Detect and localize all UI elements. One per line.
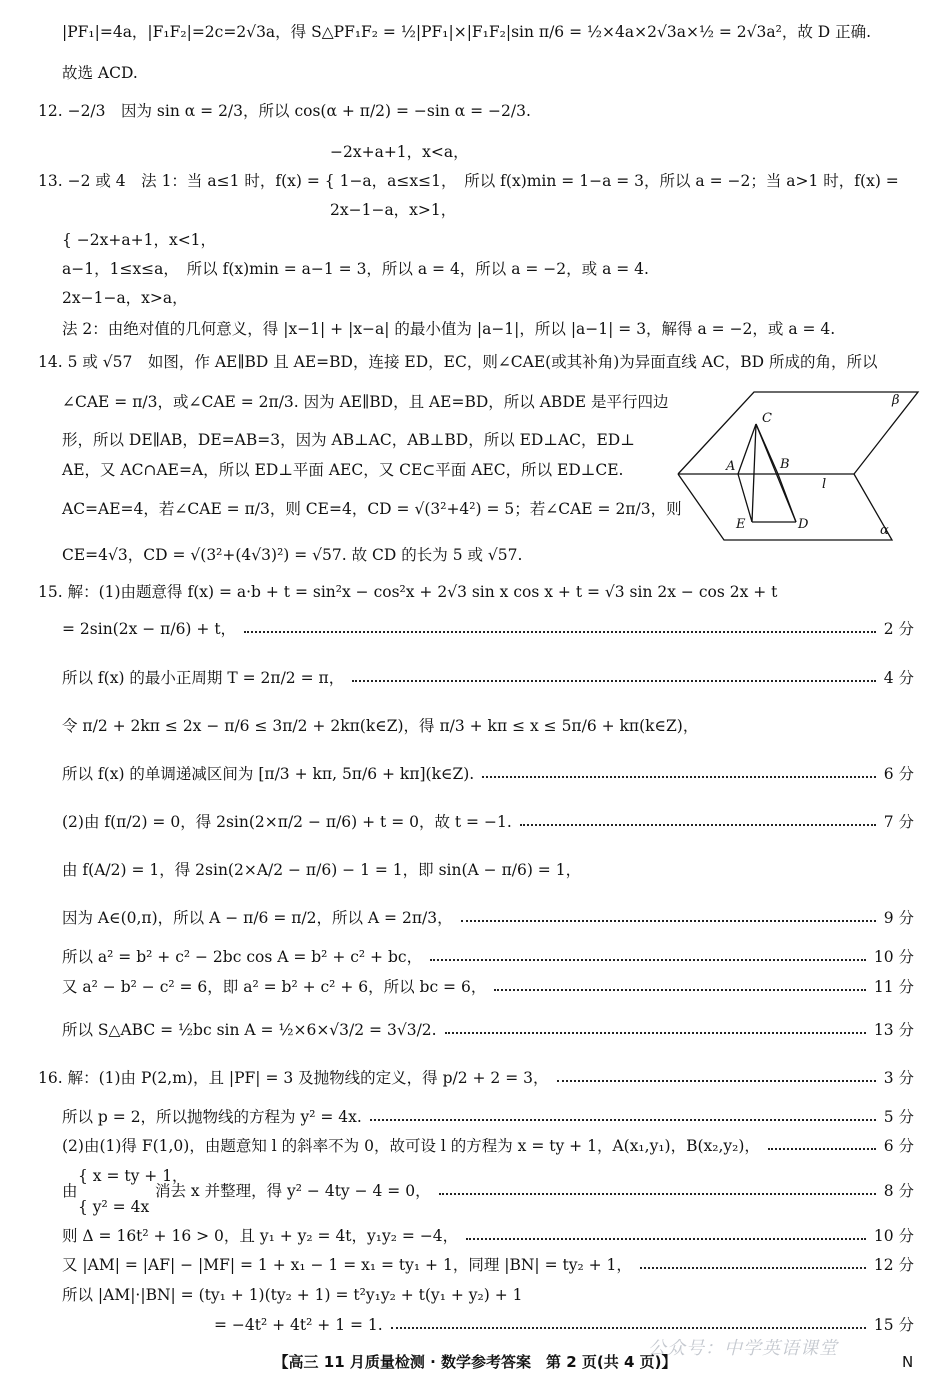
q15-line-fA: 由 f(A/2) = 1，得 2sin(2×A/2 − π/6) − 1 = 1，即 sin(A − π/6) = 1， (62, 861, 582, 879)
leader-dots (244, 631, 876, 633)
q16-step-12-text: 又 |AM| = |AF| − |MF| = 1 + x₁ − 1 = x₁ = ty₁ + 1，同理 |BN| = ty₂ + 1， (62, 1256, 632, 1274)
leader-dots (466, 1238, 866, 1240)
q15-step-10-text: 所以 a² = b² + c² − 2bc cos A = b² + c² + bc， (62, 948, 423, 966)
q16-step-6 (62, 1136, 914, 1156)
q16-step-10 (62, 1226, 914, 1246)
leader-dots (494, 989, 866, 991)
page-footer: 【高三 11 月质量检测 · 数学参考答案 第 2 页(共 4 页)】 (273, 1353, 677, 1371)
q15-step-11-text: 又 a² − b² − c² = 6，即 a² = b² + c² + 6，所以 bc = 6， (62, 978, 487, 996)
label-B: B (780, 457, 790, 472)
label-l: l (822, 477, 827, 492)
q13-piece-3: 2x−1−a，x>1， (330, 201, 457, 219)
score-6b: 6 分 (883, 1137, 914, 1155)
q16-step-6-text: (2)由(1)得 F(1,0)，由题意知 l 的斜率不为 0，故可设 l 的方程为 x = ty + 1，A(x₁,y₁)，B(x₂,y₂)， (62, 1137, 760, 1155)
q14-line-6: CE=4√3，CD = √(3²+(4√3)²) = √57. 故 CD 的长为 5 或 √57. (62, 546, 523, 564)
leader-dots (482, 776, 875, 778)
q15-step-2 (62, 619, 914, 639)
q16-system-1: { x = ty + 1， (78, 1167, 188, 1185)
q14-line-1: 14. 5 或 √57 如图，作 AE∥BD 且 AE=BD，连接 ED，EC，则∠CAE(或其补角)为异面直线 AC，BD 所成的角，所以 (38, 353, 878, 371)
score-8: 8 分 (883, 1182, 914, 1200)
q13-piece-1: −2x+a+1，x<a， (330, 143, 469, 161)
leader-dots (439, 1193, 876, 1195)
q13-case-1: { −2x+a+1，x<1， (62, 231, 217, 249)
q15-step-13 (62, 1020, 914, 1040)
label-E: E (736, 517, 746, 532)
q16-step-5 (62, 1107, 914, 1127)
q15-step-4 (62, 668, 914, 688)
q15-step-9 (62, 908, 914, 928)
q16-step-8 (62, 1181, 914, 1201)
q13-case-3: 2x−1−a，x>a， (62, 289, 188, 307)
geometry-diagram (674, 386, 920, 548)
page-code: N (902, 1353, 914, 1371)
watermark: 公众号：中学英语课堂 (648, 1338, 838, 1359)
q12-line: 12. −2/3 因为 sin α = 2/3，所以 cos(α + π/2) = −sin α = −2/3. (38, 102, 531, 120)
score-7: 7 分 (883, 813, 914, 831)
score-10: 10 分 (873, 948, 914, 966)
leader-dots (768, 1148, 876, 1150)
q11-line-2: 故选 ACD. (62, 64, 138, 82)
q13-line-1: 13. −2 或 4 法 1：当 a≤1 时，f(x) = { 1−a，a≤x≤1， 所以 f(x)min = 1−a = 3，所以 a = −2；当 a>1 时，f(x) = (38, 172, 899, 190)
q15-step-10 (62, 947, 914, 967)
label-D: D (798, 517, 809, 532)
label-beta: β (892, 393, 900, 408)
q16-step-10-text: 则 Δ = 16t² + 16 > 0，且 y₁ + y₂ = 4t，y₁y₂ = −4， (62, 1227, 459, 1245)
leader-dots (370, 1119, 876, 1121)
q16-step-5-text: 所以 p = 2，所以抛物线的方程为 y² = 4x. (62, 1108, 362, 1126)
label-alpha: α (880, 523, 889, 538)
q13-method-2: 法 2：由绝对值的几何意义，得 |x−1| + |x−a| 的最小值为 |a−1|，所以 |a−1| = 3，解得 a = −2，或 a = 4. (62, 320, 836, 338)
q15-step-7-text: (2)由 f(π/2) = 0，得 2sin(2×π/2 − π/6) + t = 0，故 t = −1. (62, 813, 512, 831)
score-2: 2 分 (883, 620, 914, 638)
score-12: 12 分 (873, 1256, 914, 1274)
score-13: 13 分 (873, 1021, 914, 1039)
score-10b: 10 分 (873, 1227, 914, 1245)
q15-step-11 (62, 977, 914, 997)
leader-dots (557, 1080, 876, 1082)
leader-dots (430, 959, 866, 961)
score-9: 9 分 (883, 909, 914, 927)
q15-step-6 (62, 764, 914, 784)
q13-case-2: a−1，1≤x≤a， 所以 f(x)min = a−1 = 3，所以 a = 4，所以 a = −2，或 a = 4. (62, 260, 649, 278)
score-4: 4 分 (883, 669, 914, 687)
leader-dots (391, 1327, 866, 1329)
q14-line-3: 形，所以 DE∥AB，DE=AB=3，因为 AB⊥AC，AB⊥BD，所以 ED⊥AC，ED⊥ (62, 431, 635, 449)
q16-step-15-text: = −4t² + 4t² + 1 = 1. (214, 1316, 383, 1334)
q16-step-3-text: 16. 解：(1)由 P(2,m)，且 |PF| = 3 及抛物线的定义，得 p/2 + 2 = 3， (38, 1069, 549, 1087)
score-6: 6 分 (883, 765, 914, 783)
q16-step-12 (62, 1255, 914, 1275)
label-C: C (762, 411, 772, 426)
leader-dots (445, 1032, 866, 1034)
q14-line-5: AC=AE=4，若∠CAE = π/3，则 CE=4，CD = √(3²+4²) = 5；若∠CAE = 2π/3，则 (62, 500, 682, 518)
score-11: 11 分 (873, 978, 914, 996)
q15-step-13-text: 所以 S△ABC = ½bc sin A = ½×6×√3/2 = 3√3/2. (62, 1021, 437, 1039)
q16-step-8-text: 由 消去 x 并整理，得 y² − 4ty − 4 = 0， (62, 1182, 431, 1200)
q15-line-inequality: 令 π/2 + 2kπ ≤ 2x − π/6 ≤ 3π/2 + 2kπ(k∈Z)，得 π/3 + kπ ≤ x ≤ 5π/6 + kπ(k∈Z)， (62, 717, 699, 735)
leader-dots (352, 680, 876, 682)
q14-line-2: ∠CAE = π/3，或∠CAE = 2π/3. 因为 AE∥BD，且 AE=BD，所以 ABDE 是平行四边 (62, 393, 669, 411)
score-3: 3 分 (883, 1069, 914, 1087)
score-5: 5 分 (883, 1108, 914, 1126)
q16-line-product: 所以 |AM|·|BN| = (ty₁ + 1)(ty₂ + 1) = t²y₁y₂ + t(y₁ + y₂) + 1 (62, 1286, 523, 1304)
q15-step-4-text: 所以 f(x) 的最小正周期 T = 2π/2 = π， (62, 669, 345, 687)
q14-line-4: AE，又 AC∩AE=A，所以 ED⊥平面 AEC，又 CE⊂平面 AEC，所以 ED⊥CE. (62, 461, 624, 479)
q16-system-2: { y² = 4x (78, 1198, 150, 1216)
leader-dots (520, 824, 876, 826)
q15-step-2-text: = 2sin(2x − π/6) + t， (62, 620, 237, 638)
q16-step-3 (38, 1068, 914, 1088)
label-A: A (726, 459, 736, 474)
leader-dots (640, 1267, 866, 1269)
q15-step-7 (62, 812, 914, 832)
q15-step-6-text: 所以 f(x) 的单调递减区间为 [π/3 + kπ, 5π/6 + kπ](k∈Z). (62, 765, 475, 783)
q15-step-9-text: 因为 A∈(0,π)，所以 A − π/6 = π/2，所以 A = 2π/3， (62, 909, 453, 927)
q11-line-1: |PF₁|=4a，|F₁F₂|=2c=2√3a，得 S△PF₁F₂ = ½|PF₁|×|F₁F₂|sin π/6 = ½×4a×2√3a×½ = 2√3a²，故 D 正确. (62, 23, 872, 41)
q15-line-1: 15. 解：(1)由题意得 f(x) = a·b + t = sin²x − cos²x + 2√3 sin x cos x + t = √3 sin 2x − cos 2x + t (38, 583, 778, 601)
leader-dots (461, 920, 876, 922)
score-15: 15 分 (873, 1316, 914, 1334)
q16-step-15 (214, 1315, 914, 1335)
